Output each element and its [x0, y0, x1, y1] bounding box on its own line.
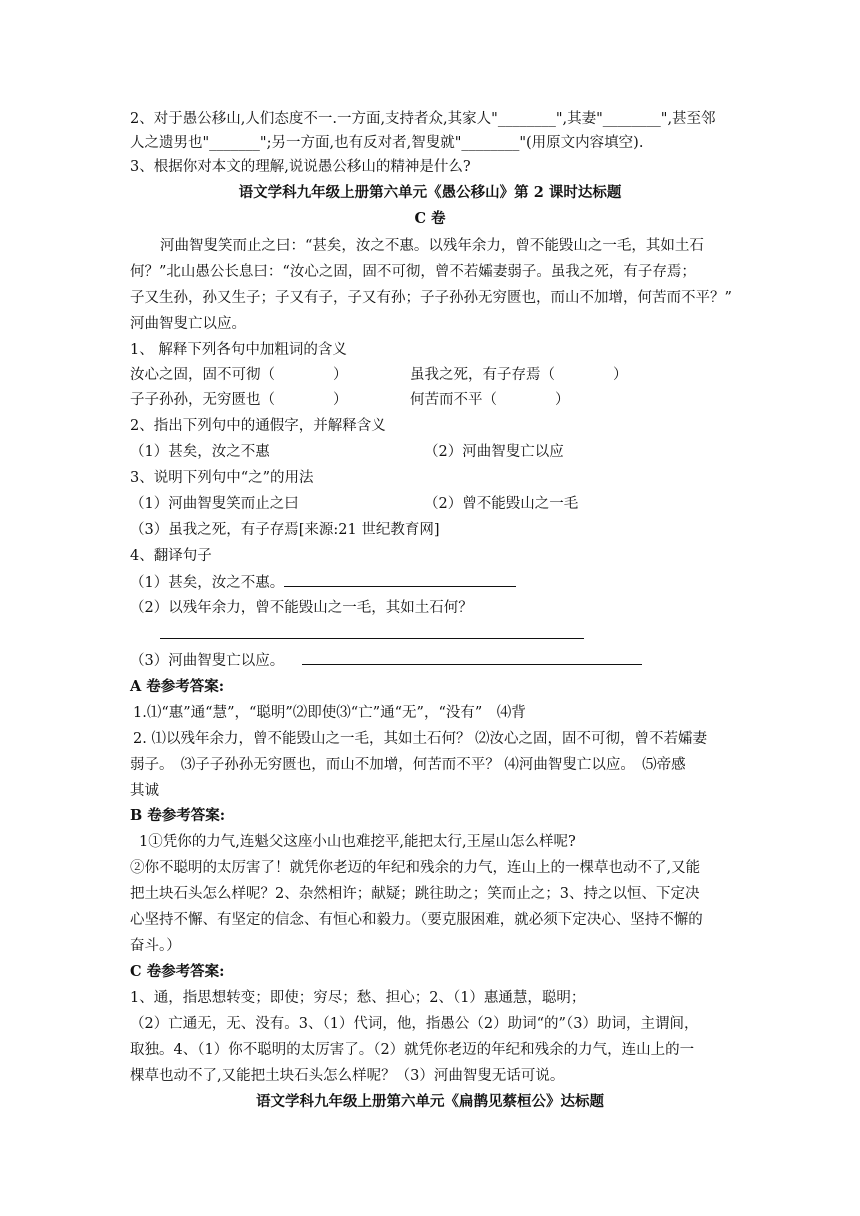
- exercise-2-heading: 2、指出下列句中的通假字，并解释含义: [130, 418, 386, 434]
- volume-c-heading: C 卷: [414, 210, 446, 227]
- exercise-2-item-1: （1）甚矣，汝之不惠: [130, 444, 270, 460]
- passage-line-4: 河曲智叟亡以应。: [130, 316, 246, 332]
- exercise-3-heading: 3、说明下列句中“之”的用法: [130, 470, 314, 486]
- exercise-4-item-3: [130, 650, 642, 671]
- exercise-4-item-1: [130, 572, 516, 593]
- answer-b-line-2: ②你不聪明的太厉害了！就凭你老迈的年纪和残余的力气，连山上的一棵草也动不了,又能: [130, 860, 701, 876]
- exercise-4-item-2: （2）以残年余力，曾不能毁山之一毛，其如土石何？: [130, 600, 473, 616]
- answer-b-line-1: 1①凭你的力气,连魁父这座小山也难挖平,能把太行,王屋山怎么样呢?: [139, 834, 576, 850]
- answer-blank: [160, 624, 584, 639]
- answer-blank: [302, 650, 642, 665]
- exercise-4-item-1-text: （1）甚矣，汝之不惠。: [130, 575, 285, 591]
- answer-a-line-4: 其诚: [130, 783, 159, 799]
- answer-a-line-2: 2. ⑴以残年余力，曾不能毁山之一毛，其如土石何？ ⑵汝心之固，固不可彻，曾不若孀妻: [133, 731, 708, 747]
- answer-a-line-1: 1.⑴“惠”通“慧”，“聪明”⑵即使⑶“亡”通“无”，“没有” ⑷背: [133, 705, 526, 721]
- lesson-title: 语文学科九年级上册第六单元《愚公移山》第 2 课时达标题: [238, 184, 622, 201]
- exercise-3-item-3: （3）虽我之死，有子存焉[来源:21 世纪教育网]: [130, 522, 440, 538]
- exercise-1-item-a: 汝心之固，固不可彻（ ）: [130, 367, 348, 383]
- next-lesson-title: 语文学科九年级上册第六单元《扁鹊见蔡桓公》达标题: [256, 1093, 604, 1110]
- exercise-2-item-2: （2）河曲智叟亡以应: [424, 444, 564, 460]
- answer-c-heading: C 卷参考答案:: [130, 963, 225, 980]
- question-3: 3、根据你对本文的理解,说说愚公移山的精神是什么?: [130, 159, 471, 175]
- question-2-line-1: 2、对于愚公移山,人们态度不一.一方面,支持者众,其家人"________",其妻"________",甚至邻: [130, 111, 716, 127]
- answer-blank: [284, 572, 516, 587]
- answer-a-heading: A 卷参考答案:: [130, 678, 225, 695]
- exercise-1-item-d: 何苦而不平（ ）: [410, 392, 570, 408]
- exercise-1-heading: 1、 解释下列各句中加粗词的含义: [130, 342, 347, 358]
- answer-c-line-1: 1、通，指思想转变；即使；穷尽；愁、担心；2、（1）惠通慧，聪明；: [130, 990, 586, 1006]
- passage-line-2: 何？”北山愚公长息曰：“汝心之固，固不可彻，曾不若孀妻弱子。虽我之死，有子存焉；: [130, 264, 696, 280]
- answer-b-line-5: 奋斗。）: [130, 938, 181, 954]
- answer-c-line-2: （2）亡通无，无、没有。3、（1）代词，他，指愚公（2）助词“的”（3）助词，主谓间，: [130, 1016, 699, 1032]
- exercise-1-item-c: 子子孙孙，无穷匮也（ ）: [130, 392, 348, 408]
- answer-c-line-3: 取独。4、（1）你不聪明的太厉害了。（2）就凭你老迈的年纪和残余的力气，连山上的一: [130, 1042, 695, 1058]
- answer-b-line-3: 把土块石头怎么样呢？2、杂然相许；献疑；跳往助之；笑而止之；3、持之以恒、下定决: [130, 886, 700, 902]
- exercise-4-heading: 4、翻译句子: [130, 548, 212, 564]
- passage-line-3: 子又生孙，孙又生子；子又有子，子又有孙；子子孙孙无穷匮也，而山不加增，何苦而不平？”: [130, 290, 732, 306]
- answer-a-line-3: 弱子。 ⑶子子孙孙无穷匮也，而山不加增，何苦而不平？ ⑷河曲智叟亡以应。 ⑸帝感: [130, 757, 686, 773]
- exercise-4-item-3-text: （3）河曲智叟亡以应。: [130, 653, 285, 669]
- exercise-4-item-2-blank: [160, 624, 584, 640]
- exercise-1-item-b: 虽我之死，有子存焉（ ）: [410, 367, 628, 383]
- passage-line-1: 河曲智叟笑而止之曰：“甚矣，汝之不惠。以残年余力，曾不能毁山之一毛，其如土石: [160, 238, 704, 254]
- exercise-3-item-2: （2）曾不能毁山之一毛: [424, 496, 579, 512]
- answer-b-heading: B 卷参考答案:: [130, 807, 226, 824]
- exercise-3-item-1: （1）河曲智叟笑而止之曰: [130, 496, 299, 512]
- question-2-line-2: 人之遗男也"_______";另一方面,也有反对者,智叟就"________"(用原文内容填空).: [130, 135, 644, 151]
- answer-c-line-4: 棵草也动不了,又能把土块石头怎么样呢？（3）河曲智叟无话可说。: [130, 1068, 565, 1084]
- answer-b-line-4: 心坚持不懈、有坚定的信念、有恒心和毅力。（要克服困难，就必须下定决心、坚持不懈的: [130, 912, 703, 928]
